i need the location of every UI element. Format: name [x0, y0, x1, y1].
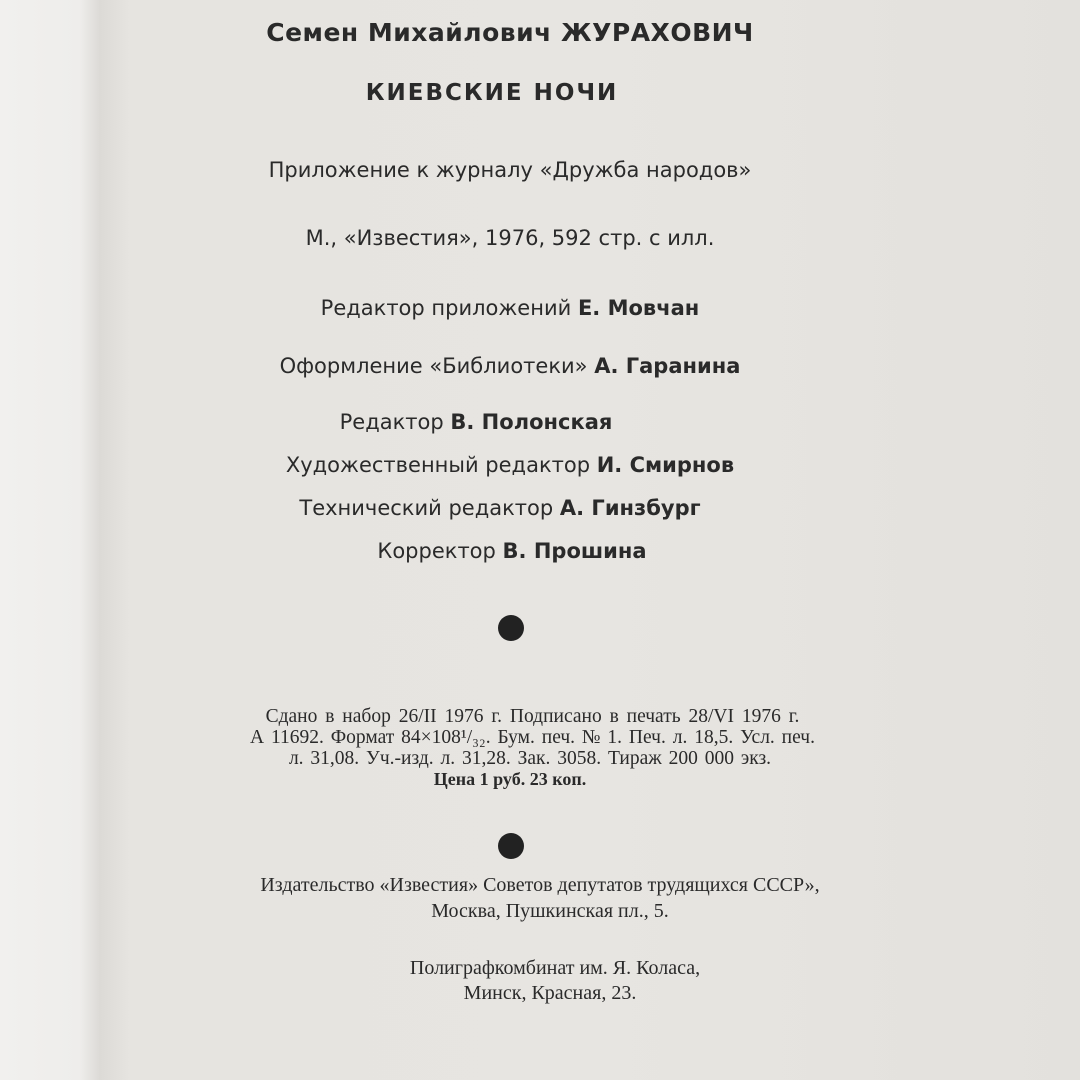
credit-role: Редактор [339, 410, 444, 434]
publisher-line: Издательство «Известия» Советов депутатов трудящихся СССР», [260, 874, 820, 896]
credit-line [200, 496, 800, 520]
separator-dot [498, 615, 524, 641]
credit-line [200, 453, 820, 477]
imprint-line: А 11692. Формат 84×108¹/₃₂. Бум. печ. № 1. Печ. л. 18,5. Усл. печ. [250, 727, 815, 748]
price-line: Цена 1 руб. 23 коп. [433, 769, 587, 789]
credit-name: В. Прошина [502, 539, 647, 563]
credit-line [200, 296, 820, 320]
printer-line: Полиграфкомбинат им. Я. Коласа, [409, 957, 701, 979]
credit-role: Технический редактор [299, 496, 554, 520]
credit-name: В. Полонская [450, 410, 613, 434]
credit-name: А. Гаранина [594, 354, 741, 378]
credit-line [312, 539, 712, 563]
credit-role: Корректор [377, 539, 496, 563]
author: Семен Михайлович ЖУРАХОВИЧ [266, 18, 754, 47]
credit-name: А. Гинзбург [559, 496, 701, 520]
printer-line: Минск, Красная, 23. [463, 982, 637, 1004]
publisher-line: Москва, Пушкинская пл., 5. [431, 900, 669, 922]
supplement-line: Приложение к журналу «Дружба народов» [268, 158, 752, 182]
credit-name: И. Смирнов [596, 453, 735, 477]
separator-dot [498, 833, 524, 859]
imprint-line: л. 31,08. Уч.-изд. л. 31,28. Зак. 3058. Тираж 200 000 экз. [288, 748, 772, 769]
publication-line: М., «Известия», 1976, 592 стр. с илл. [305, 226, 715, 250]
book-title: КИЕВСКИЕ НОЧИ [365, 80, 619, 106]
credit-role: Художественный редактор [285, 453, 591, 477]
credit-line [200, 354, 820, 378]
credit-name: Е. Мовчан [577, 296, 700, 320]
credit-role: Редактор приложений [320, 296, 572, 320]
credit-line [276, 410, 676, 434]
credit-role: Оформление «Библиотеки» [279, 354, 588, 378]
imprint-line: Сдано в набор 26/II 1976 г. Подписано в печать 28/VI 1976 г. [265, 706, 800, 727]
